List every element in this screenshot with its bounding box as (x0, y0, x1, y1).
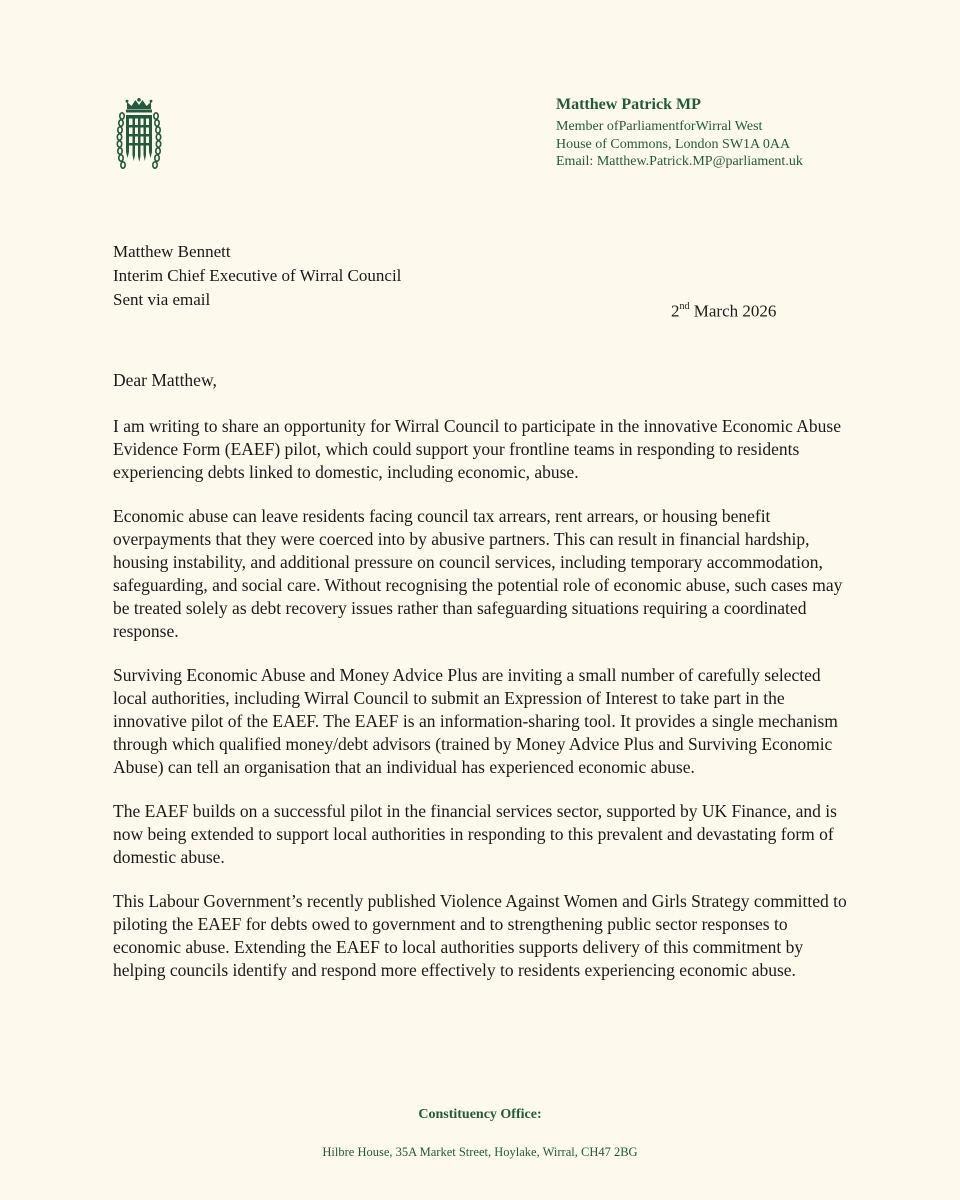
paragraph: I am writing to share an opportunity for Wirral Council to participate in the innovative Economic Abuse Evidence Form (EAEF) pilot, which could support your frontline teams in responding to residents experiencing debts linked to domestic, including economic, abuse. (113, 416, 841, 482)
sender-email: Email: Matthew.Patrick.MP@parliament.uk (556, 154, 803, 169)
recipient-delivery: Sent via email (113, 290, 211, 309)
salutation: Dear Matthew, (113, 370, 217, 390)
sender-block (556, 95, 803, 171)
recipient-block (113, 240, 401, 312)
recipient-name: Matthew Bennett (113, 242, 231, 261)
paragraph: Surviving Economic Abuse and Money Advice Plus are inviting a small number of carefully selected local authorities, including Wirral Council to submit an Expression of Interest to take part in the innovative pilot of the EAEF. The EAEF is an information-sharing tool. It provides a single mechanism through which qualified money/debt advisors (trained by Money Advice Plus and Surviving Economic Abuse) can tell an organisation that an individual has experienced economic abuse. (113, 665, 838, 777)
sender-address: House of Commons, London SW1A 0AA (556, 136, 791, 152)
date-suffix: nd (679, 301, 690, 312)
date-day: 2 (671, 301, 680, 321)
footer-heading: Constituency Office: (418, 1107, 542, 1122)
letter-date (671, 296, 776, 324)
letter-body (113, 369, 848, 1003)
sender-role: Member ofParliamentforWirral West (556, 119, 763, 134)
sender-name: Matthew Patrick MP (556, 96, 701, 113)
paragraph: Economic abuse can leave residents facing council tax arrears, rent arrears, or housing benefit overpayments that they were coerced into by abusive partners. This can result in financial hardship, housing instability, and additional pressure on council services, including temporary accommodation, safeguarding, and social care. Without recognising the potential role of economic abuse, such cases may be treated solely as debt recovery issues rather than safeguarding situations requiring a coordinated response. (113, 506, 843, 641)
footer-address: Hilbre House, 35A Market Street, Hoylake, Wirral, CH47 2BG (322, 1145, 638, 1159)
paragraph: This Labour Government’s recently published Violence Against Women and Girls Strategy committed to piloting the EAEF for debts owed to government and to strengthening public sector responses to economic abuse. Extending the EAEF to local authorities supports delivery of this commitment by helping councils identify and respond more effectively to residents experiencing economic abuse. (113, 891, 847, 980)
date-rest: March 2026 (689, 301, 777, 321)
recipient-title: Interim Chief Executive of Wirral Council (113, 266, 402, 285)
paragraph: The EAEF builds on a successful pilot in the financial services sector, supported by UK Finance, and is now being extended to support local authorities in responding to this prevalent and devastating form of domestic abuse. (113, 801, 837, 867)
portcullis-icon (116, 98, 162, 170)
